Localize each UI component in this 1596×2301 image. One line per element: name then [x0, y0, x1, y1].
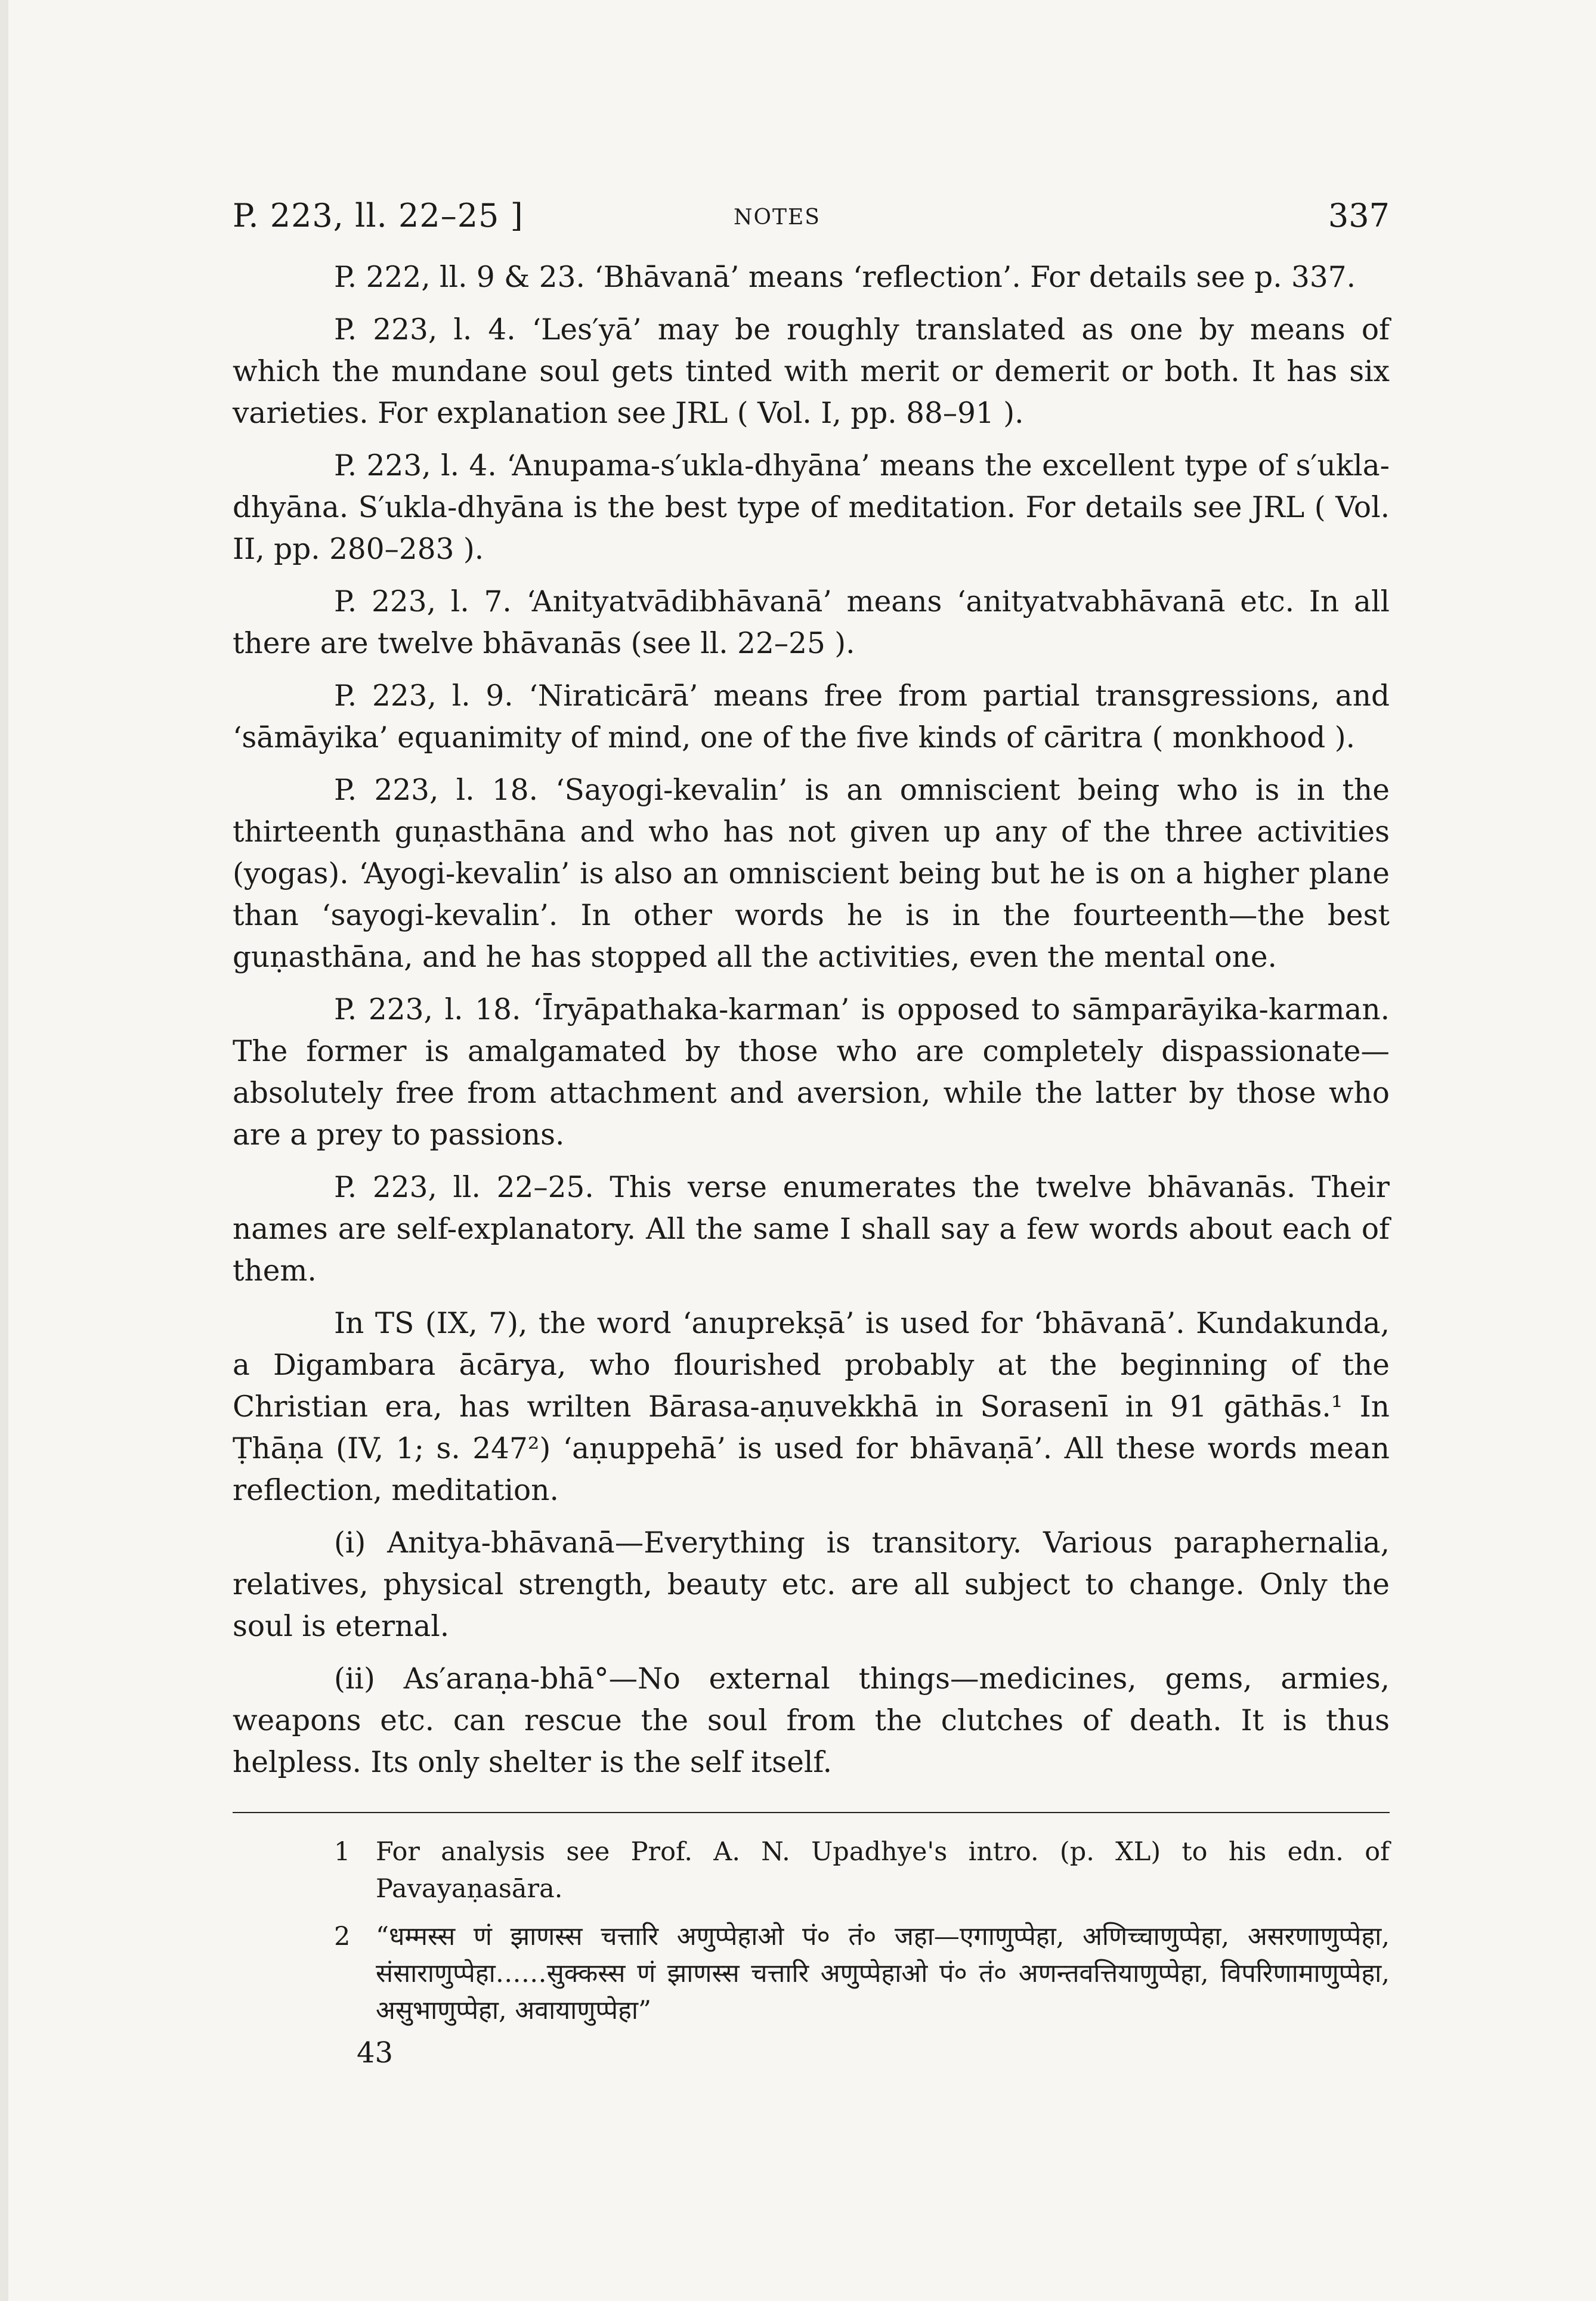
footnotes	[233, 1833, 1390, 2070]
notes-body	[233, 256, 1390, 1783]
signature-mark: 43	[357, 2036, 394, 2070]
note-paragraph: P. 223, l. 4. ‘Les′yā’ may be roughly translated as one by means of which the mundane soul gets tinted with merit or demerit or both. It has six varieties. For explanation see JRL ( Vol. I, pp. 88–91 ).	[233, 313, 1390, 430]
note-paragraph: P. 223, l. 4. ‘Anupama-s′ukla-dhyāna’ means the excellent type of s′ukla-dhyāna. S′ukla-dhyāna is the best type of meditation. For details see JRL ( Vol. II, pp. 280–283 ).	[233, 449, 1390, 566]
note-paragraph: P. 223, l. 18. ‘Sayogi-kevalin’ is an omniscient being who is in the thirteenth guṇasthāna and who has not given up any of the three activities (yogas). ‘Ayogi-kevalin’ is also an omniscient being but he is on a higher plane than ‘sayogi-kevalin’. In other words he is in the fourteenth—the best guṇasthāna, and he has stopped all the activities, even the mental one.	[233, 774, 1390, 974]
footnote-divider	[233, 1812, 1390, 1813]
footnote-number: 1	[334, 1837, 351, 1867]
note-paragraph: (ii) As′araṇa-bhā°—No external things—medicines, gems, armies, weapons etc. can rescue the soul from the clutches of death. It is thus helpless. Its only shelter is the self itself.	[233, 1662, 1390, 1779]
note-paragraph: P. 223, l. 9. ‘Niraticārā’ means free from partial transgressions, and ‘sāmāyika’ equanimity of mind, one of the five kinds of cāritra ( monkhood ).	[233, 679, 1390, 754]
book-page	[233, 197, 1390, 2070]
note-paragraph: (i) Anitya-bhāvanā—Everything is transitory. Various paraphernalia, relatives, physical strength, beauty etc. are all subject to change. Only the soul is eternal.	[233, 1526, 1390, 1643]
header-reference: P. 223, ll. 22–25 ]	[233, 197, 524, 234]
page-number: 337	[1328, 197, 1390, 234]
footnote-text: For analysis see Prof. A. N. Upadhye's intro. (p. XL) to his edn. of Pavayaṇasāra.	[376, 1837, 1390, 1904]
footnote	[233, 1918, 1390, 2029]
running-header	[233, 197, 1390, 250]
note-paragraph: In TS (IX, 7), the word ‘anuprekṣā’ is used for ‘bhāvanā’. Kundakunda, a Digambara ācārya, who flourished probably at the beginning of the Christian era, has wrilten Bārasa-aṇuvekkhā in Sorasenī in 91 gāthās.¹ In Ṭhāṇa (IV, 1; s. 247²) ‘aṇuppehā’ is used for bhāvaṇā’. All these words mean reflection, meditation.	[233, 1307, 1390, 1507]
scan-edge	[0, 0, 8, 2301]
header-title: NOTES	[734, 205, 821, 230]
note-paragraph: P. 222, ll. 9 & 23. ‘Bhāvanā’ means ‘reflection’. For details see p. 337.	[334, 261, 1356, 294]
footnote	[233, 1833, 1390, 1907]
note-paragraph: P. 223, ll. 22–25. This verse enumerates the twelve bhāvanās. Their names are self-explanatory. All the same I shall say a few words about each of them.	[233, 1171, 1390, 1288]
note-paragraph: P. 223, l. 18. ‘Īryāpathaka-karman’ is opposed to sāmparāyika-karman. The former is amalgamated by those who are completely dispassionate—absolutely free from attachment and aversion, while the latter by those who are a prey to passions.	[233, 993, 1390, 1152]
footnote-text: “धम्मस्स णं झाणस्स चत्तारि अणुप्पेहाओ पं० तं० जहा—एगाणुप्पेहा, अणिच्चाणुप्पेहा, असरणाणुप्पेहा, संसाराणुप्पेहा……सुक्कस्स णं झाणस्स चत्तारि अणुप्पेहाओ पं० तं० अणन्तवत्तियाणुप्पेहा, विपरिणामाणुप्पेहा, असुभाणुप्पेहा, अवायाणुप्पेहा”	[376, 1922, 1390, 2025]
note-paragraph: P. 223, l. 7. ‘Anityatvādibhāvanā’ means ‘anityatvabhāvanā etc. In all there are twelve bhāvanās (see ll. 22–25 ).	[233, 585, 1390, 660]
footnote-number: 2	[334, 1922, 351, 1951]
